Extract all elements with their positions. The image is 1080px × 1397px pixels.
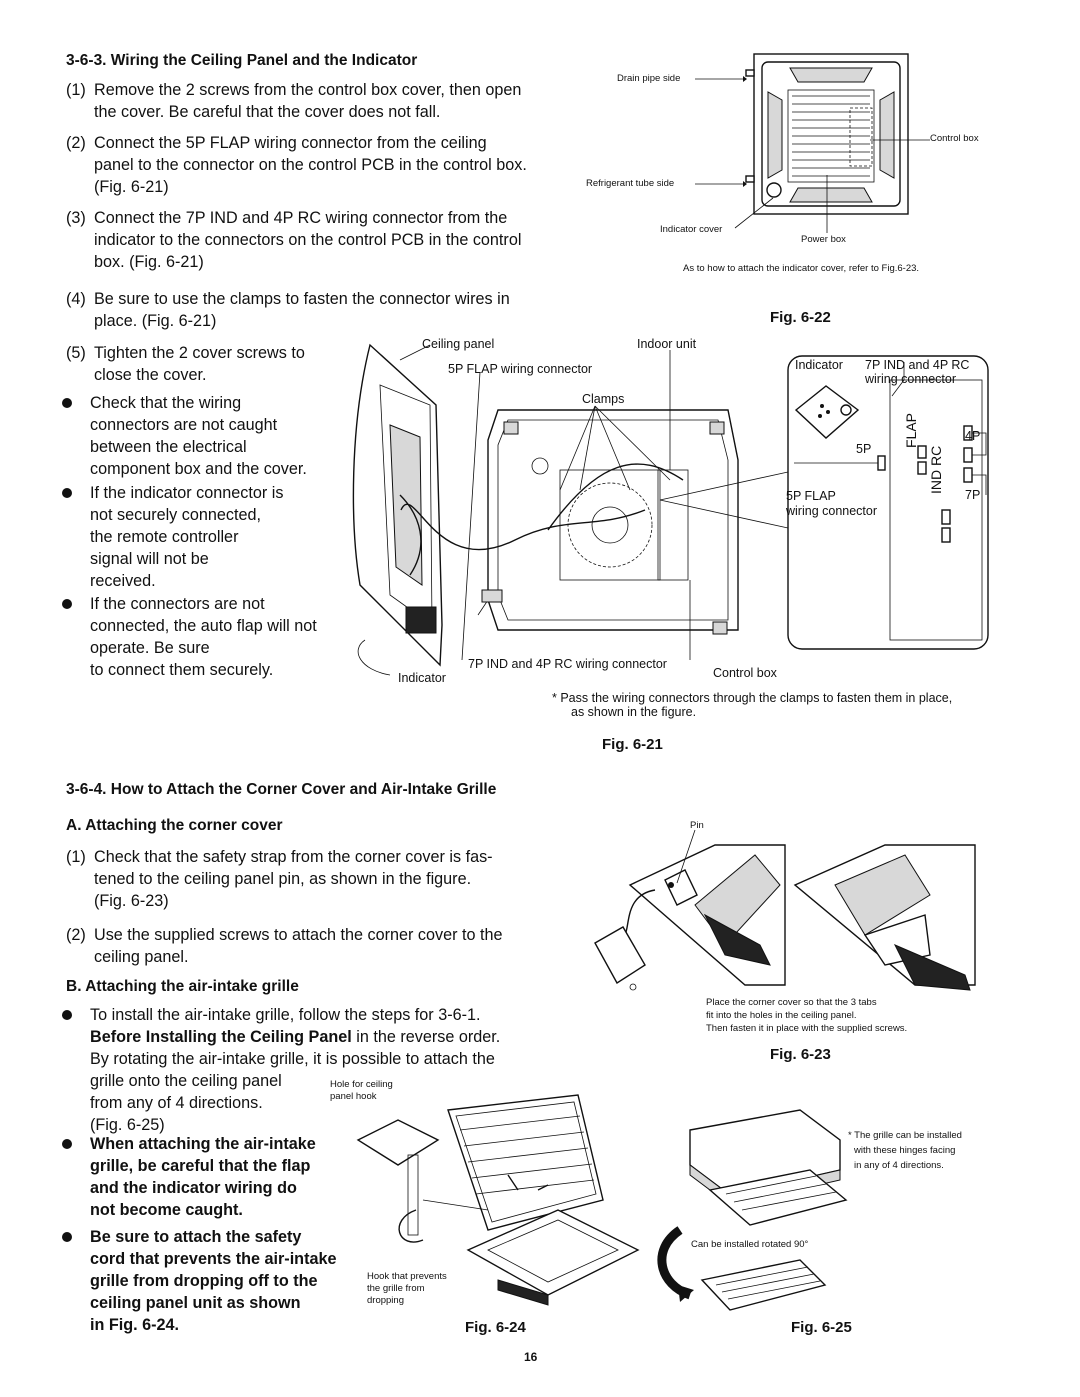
fig25-note-3: in any of 4 directions. <box>854 1160 944 1171</box>
page-number: 16 <box>524 1350 538 1364</box>
label-clamps: Clamps <box>582 392 625 406</box>
subheading-a: A. Attaching the corner cover <box>66 817 283 834</box>
bullet-line: By rotating the air-intake grille, it is possible to attach the <box>90 1050 495 1068</box>
step-3 <box>66 207 571 273</box>
bullet-line: signal will not be <box>90 550 209 568</box>
label-ceiling-panel: Ceiling panel <box>422 337 495 351</box>
bullet-line: not become caught. <box>90 1201 243 1219</box>
step-line: Connect the 5P FLAP wiring connector from the ceiling <box>94 134 487 152</box>
bullet-line <box>90 1026 572 1048</box>
leader-indicator-cover <box>735 196 775 230</box>
bullet-line: grille from dropping off to the <box>90 1272 318 1290</box>
step-line: (Fig. 6-21) <box>94 178 169 196</box>
step-line: ceiling panel. <box>94 948 189 966</box>
label-indicator-cover: Indicator cover <box>660 224 723 235</box>
a-step-2 <box>66 924 566 968</box>
fig23-note-3: Then fasten it in place with the supplied screws. <box>706 1023 908 1034</box>
detail-callout-lines <box>660 470 790 530</box>
bullet-line: to connect them securely. <box>90 661 274 679</box>
fig25-note-2: with these hinges facing <box>854 1145 956 1156</box>
label-indoor-unit: Indoor unit <box>637 337 697 351</box>
step-line: Check that the safety strap from the corner cover is fas- <box>94 848 493 866</box>
bullet-line: connectors are not caught <box>90 416 278 434</box>
step-line: box. (Fig. 6-21) <box>94 253 204 271</box>
step-number: (4) <box>66 290 86 308</box>
fig23-caption: Fig. 6-23 <box>770 1046 831 1063</box>
label-refrigerant-tube-side: Refrigerant tube side <box>586 178 675 189</box>
label-indicator: Indicator <box>398 671 446 685</box>
bullet-line: operate. Be sure <box>90 639 210 657</box>
fig21-note-line1: * Pass the wiring connectors through the clamps to fasten them in place, <box>552 691 953 705</box>
step-number: (2) <box>66 134 86 152</box>
bullet-line: and the indicator wiring do <box>90 1179 297 1197</box>
label-control-box: Control box <box>930 133 979 144</box>
step-number: (1) <box>66 81 86 99</box>
label-hook-3: dropping <box>367 1295 404 1306</box>
step-line: close the cover. <box>94 366 207 384</box>
bullet-line: grille, be careful that the flap <box>90 1157 311 1175</box>
label-pin: Pin <box>690 820 704 831</box>
bullet-dot <box>62 1232 72 1242</box>
leader-power-box <box>825 175 829 233</box>
step-2 <box>66 132 571 198</box>
grille-rotation-drawing <box>650 1110 850 1315</box>
corner-cover-drawing <box>585 825 985 1000</box>
step-line: Be sure to use the clamps to fasten the connector wires in <box>94 290 510 308</box>
bullet-flap-caution <box>62 1133 316 1221</box>
bullet-dot <box>62 599 72 609</box>
step-number: (1) <box>66 848 86 866</box>
fig25-caption: Fig. 6-25 <box>791 1319 852 1336</box>
bullet-line: If the indicator connector is <box>90 484 284 502</box>
label-hook-2: the grille from <box>367 1283 425 1294</box>
bullet-line: When attaching the air-intake <box>90 1135 316 1153</box>
detail-label-7p: 7P <box>965 488 981 502</box>
step-number: (3) <box>66 209 86 227</box>
fig22-note: As to how to attach the indicator cover, refer to Fig.6-23. <box>683 263 920 274</box>
section-heading-364: 3-6-4. How to Attach the Corner Cover and Air-Intake Grille <box>66 781 497 798</box>
detail-label-flap: FLAP <box>903 412 919 448</box>
bullet-line: in Fig. 6-24. <box>90 1316 180 1334</box>
bullet-line: received. <box>90 572 156 590</box>
bullet-dot <box>62 1010 72 1020</box>
fig25-note-1: * The grille can be installed <box>848 1130 962 1141</box>
fig21-caption: Fig. 6-21 <box>602 736 663 753</box>
subheading-b: B. Attaching the air-intake grille <box>66 978 299 995</box>
label-flap-connector: 5P FLAP wiring connector <box>448 362 593 376</box>
bullet-line: grille onto the ceiling panel <box>90 1072 282 1090</box>
bullet-indicator-connector <box>62 482 283 592</box>
step-line: place. (Fig. 6-21) <box>94 312 217 330</box>
bullet-line: from any of 4 directions. <box>90 1094 263 1112</box>
step-line: Tighten the 2 cover screws to <box>94 344 305 362</box>
bullet-line: If the connectors are not <box>90 595 265 613</box>
bullet-dot <box>62 398 72 408</box>
fig23-note-1: Place the corner cover so that the 3 tabs <box>706 997 877 1008</box>
step-line: (Fig. 6-23) <box>94 892 169 910</box>
label-hole-1: Hole for ceiling <box>330 1079 393 1090</box>
label-power-box: Power box <box>801 234 846 245</box>
bullet-line: (Fig. 6-25) <box>90 1116 165 1134</box>
step-number: (2) <box>66 926 86 944</box>
detail-label-indicator: Indicator <box>795 358 843 372</box>
fig24-caption: Fig. 6-24 <box>465 1319 526 1336</box>
bullet-connectors-not-connected <box>62 593 317 681</box>
bullet-line: cord that prevents the air-intake <box>90 1250 337 1268</box>
step-line: Remove the 2 screws from the control box cover, then open <box>94 81 522 99</box>
step-5 <box>66 342 346 386</box>
bullet-dot <box>62 488 72 498</box>
a-step-1 <box>66 846 566 912</box>
label-rotated: Can be installed rotated 90° <box>691 1239 809 1250</box>
detail-label-ind-rc-1: 7P IND and 4P RC <box>865 358 970 372</box>
fig23-note-2: fit into the holes in the ceiling panel. <box>706 1010 857 1021</box>
bullet-text: in the reverse order. <box>351 1028 501 1046</box>
step-line: Use the supplied screws to attach the corner cover to the <box>94 926 503 944</box>
step-line: indicator to the connectors on the control PCB in the control <box>94 231 522 249</box>
bullet-dot <box>62 1139 72 1149</box>
detail-label-ind-rc-2: wiring connector <box>865 372 957 386</box>
label-hook-1: Hook that prevents <box>367 1271 447 1282</box>
detail-label-flap-conn-2: wiring connector <box>786 504 878 518</box>
bullet-line: between the electrical <box>90 438 247 456</box>
detail-label-4p: 4P <box>965 429 981 443</box>
detail-label-ind-rc: IND RC <box>928 445 944 494</box>
label-control-box-21: Control box <box>713 666 777 680</box>
bullet-line: ceiling panel unit as shown <box>90 1294 301 1312</box>
step-1 <box>66 79 571 123</box>
label-ind-rc-connector: 7P IND and 4P RC wiring connector <box>468 657 667 671</box>
bullet-line: Be sure to attach the safety <box>90 1228 302 1246</box>
step-line: panel to the connector on the control PCB in the control box. <box>94 156 527 174</box>
bullet-line: Check that the wiring <box>90 394 242 412</box>
arrow-refrigerant <box>695 181 747 187</box>
leader-control-box <box>870 138 930 142</box>
detail-label-5p: 5P <box>856 442 872 456</box>
bullet-line: component box and the cover. <box>90 460 307 478</box>
step-4 <box>66 288 571 332</box>
step-line: the cover. Be careful that the cover does not fall. <box>94 103 441 121</box>
fig21-note-line2: as shown in the figure. <box>571 705 697 719</box>
step-line: Connect the 7P IND and 4P RC wiring connector from the <box>94 209 508 227</box>
label-drain-pipe-side: Drain pipe side <box>617 73 681 84</box>
bullet-line: To install the air-intake grille, follow the steps for 3-6-1. <box>90 1006 481 1024</box>
bullet-line: connected, the auto flap will not <box>90 617 317 635</box>
detail-label-flap-conn-1: 5P FLAP <box>786 489 836 503</box>
section-heading-363: 3-6-3. Wiring the Ceiling Panel and the Indicator <box>66 52 418 69</box>
bullet-safety-cord <box>62 1226 336 1336</box>
fig22-caption: Fig. 6-22 <box>770 309 831 326</box>
bullet-check-wiring <box>62 392 307 480</box>
bullet-line: not securely connected, <box>90 506 261 524</box>
bold-ref: Before Installing the Ceiling Panel <box>90 1028 352 1046</box>
step-number: (5) <box>66 344 86 362</box>
arrow-drain <box>695 76 747 82</box>
bullet-line: the remote controller <box>90 528 239 546</box>
step-line: tened to the ceiling panel pin, as shown in the figure. <box>94 870 472 888</box>
label-hole-2: panel hook <box>330 1091 377 1102</box>
